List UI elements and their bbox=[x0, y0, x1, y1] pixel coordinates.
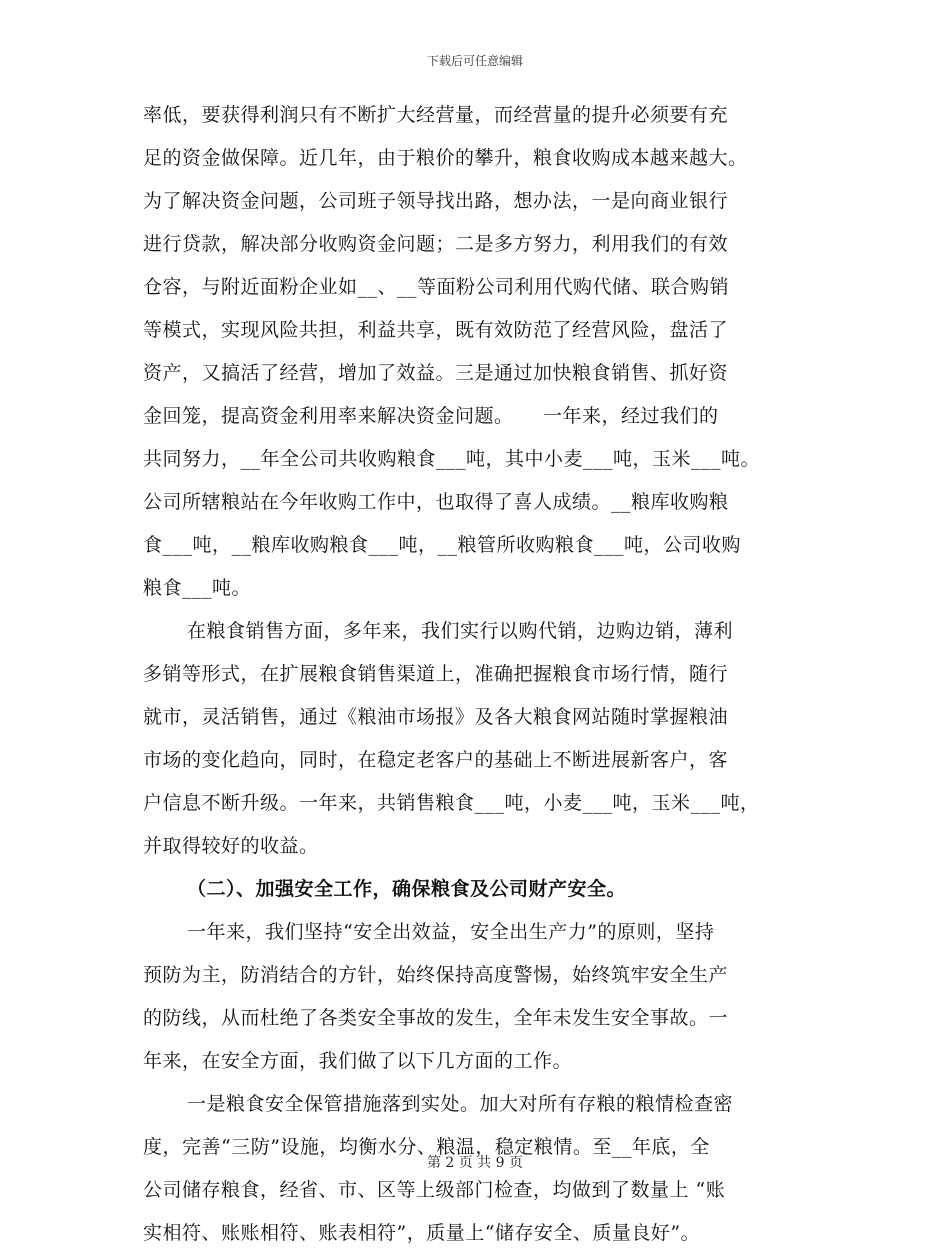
text-line: 仓容，与附近面粉企业如__、__等面粉公司利用代购代储、联合购销 bbox=[143, 276, 730, 298]
text-line: 率低，要获得利润只有不断扩大经营量，而经营量的提升必须要有充 bbox=[143, 104, 729, 126]
text-line: 资产，又搞活了经营，增加了效益。三是通过加快粮食销售、抓好资 bbox=[143, 362, 729, 384]
text-line: 公司储存粮食，经省、市、区等上级部门检查，均做到了数量上 “账 bbox=[143, 1179, 726, 1201]
text-line: 度，完善“三防”设施，均衡水分、粮温，稳定粮情。至__年底，全 bbox=[143, 1136, 710, 1158]
text-line: 年来，在安全方面，我们做了以下几方面的工作。 bbox=[143, 1050, 573, 1072]
text-line: 食___吨，__粮库收购粮食___吨，__粮管所收购粮食___吨，公司收购 bbox=[143, 534, 742, 556]
text-line: 公司所辖粮站在今年收购工作中，也取得了喜人成绩。__粮库收购粮 bbox=[143, 491, 729, 513]
paragraph-start-line: 在粮食销售方面，多年来，我们实行以购代销，边购边销，薄利 bbox=[187, 620, 734, 642]
text-line: 共同努力，__年全公司共收购粮食___吨，其中小麦___吨，玉米___吨。 bbox=[143, 448, 761, 470]
paragraph-start-line: 一是粮食安全保管措施落到实处。加大对所有存粮的粮情检查密 bbox=[187, 1093, 734, 1115]
page-number: 第 2 页 共 9 页 bbox=[426, 1155, 524, 1171]
text-line: 等模式，实现风险共担，利益共享，既有效防范了经营风险，盘活了 bbox=[143, 319, 729, 341]
text-line: 的防线，从而杜绝了各类安全事故的发生，全年未发生安全事故。一 bbox=[143, 1007, 729, 1029]
section-heading: （二）、加强安全工作，确保粮食及公司财产安全。 bbox=[187, 878, 627, 900]
page-header: 下载后可任意编辑 bbox=[426, 54, 523, 68]
text-line: 就市，灵活销售，通过《粮油市场报》及各大粮食网站随时掌握粮油 bbox=[143, 706, 729, 728]
paragraph-start-line: 一年来，我们坚持“安全出效益，安全出生产力”的原则，坚持 bbox=[187, 921, 715, 943]
text-line: 多销等形式，在扩展粮食销售渠道上，准确把握粮食市场行情，随行 bbox=[143, 663, 729, 685]
text-line: 预防为主，防消结合的方针，始终保持高度警惕，始终筑牢安全生产 bbox=[143, 964, 729, 986]
text-line: 市场的变化趋向，同时，在稳定老客户的基础上不断进展新客户，客 bbox=[143, 749, 729, 771]
text-line: 户信息不断升级。一年来，共销售粮食___吨，小麦___吨，玉米___吨， bbox=[143, 792, 760, 814]
text-line: 为了解决资金问题，公司班子领导找出路，想办法，一是向商业银行 bbox=[143, 190, 729, 212]
text-line: 进行贷款，解决部分收购资金问题；二是多方努力，利用我们的有效 bbox=[143, 233, 729, 255]
text-line: 实相符、账账相符、账表相符”，质量上“储存安全、质量良好”。 bbox=[143, 1222, 701, 1244]
document-body bbox=[143, 94, 833, 1255]
text-line: 足的资金做保障。近几年，由于粮价的攀升，粮食收购成本越来越大。 bbox=[143, 147, 748, 169]
text-line: 并取得较好的收益。 bbox=[143, 835, 319, 857]
text-line: 粮食___吨。 bbox=[143, 577, 252, 599]
text-line: 金回笼，提高资金利用率来解决资金问题。 一年来，经过我们的 bbox=[143, 405, 719, 427]
